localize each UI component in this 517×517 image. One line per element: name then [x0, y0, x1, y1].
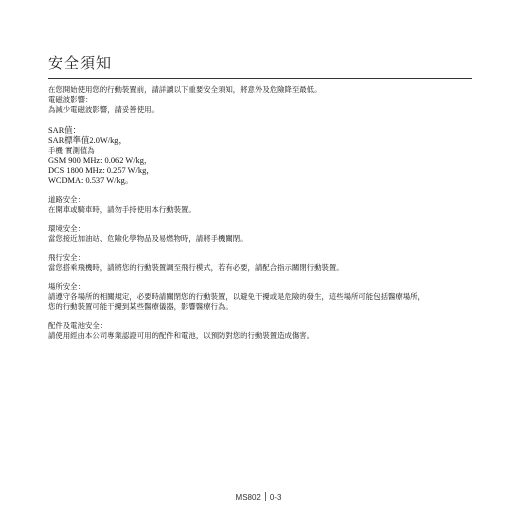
- flight-safety-heading: 飛行安全：: [48, 253, 85, 262]
- page-footer: [0, 492, 517, 502]
- accessory-safety-text: 請使用經由本公司專業認證可用的配件和電池，以預防對您的行動裝置造成傷害。: [48, 331, 315, 340]
- intro-text: 在您開始使用您的行動裝置前，請詳讀以下重要安全須知，將意外及危險降至最低。: [48, 85, 322, 94]
- environment-safety-heading: 環境安全：: [48, 224, 85, 233]
- sar-value-gsm: GSM 900 MHz: 0.062 W/kg，: [48, 156, 153, 165]
- emf-text: 為減少電磁波影響，請妥善使用。: [48, 105, 159, 114]
- accessory-safety-heading: 配件及電池安全：: [48, 321, 108, 330]
- sar-limit: SAR標準值2.0W/kg，: [48, 136, 127, 145]
- model-number: MS802: [235, 493, 261, 502]
- venue-safety-text-2: 您的行動裝置可能干擾到某些醫療儀器，影響醫療行為。: [48, 302, 233, 311]
- title-divider: [48, 78, 472, 79]
- footer-divider: [265, 492, 266, 501]
- road-safety-text: 在開車或騎車時，請勿手持使用本行動裝置。: [48, 205, 196, 214]
- road-safety-heading: 道路安全：: [48, 195, 85, 204]
- sar-heading: SAR值：: [48, 126, 82, 135]
- safety-content: [48, 85, 478, 341]
- environment-safety-text: 當您接近加油站、危險化學物品及易燃物時，請將手機關閉。: [48, 234, 248, 243]
- page-title: 安全須知: [48, 54, 113, 72]
- sar-value-dcs: DCS 1800 MHz: 0.257 W/kg，: [48, 166, 155, 175]
- sar-measured-label: 手機 實測值為: [48, 146, 95, 155]
- emf-heading: 電磁波影響：: [48, 95, 93, 104]
- sar-value-wcdma: WCDMA: 0.537 W/kg。: [48, 176, 134, 185]
- venue-safety-heading: 場所安全：: [48, 282, 85, 291]
- flight-safety-text: 當您搭乘飛機時，請將您的行動裝置調至飛行模式，若有必要，請配合指示關閉行動裝置。: [48, 263, 344, 272]
- venue-safety-text-1: 請遵守各場所的相關規定，必要時請關閉您的行動裝置，以避免干擾或是危險的發生，這些場所可能包括醫療場所，: [48, 292, 425, 301]
- page-number: 0-3: [269, 493, 282, 502]
